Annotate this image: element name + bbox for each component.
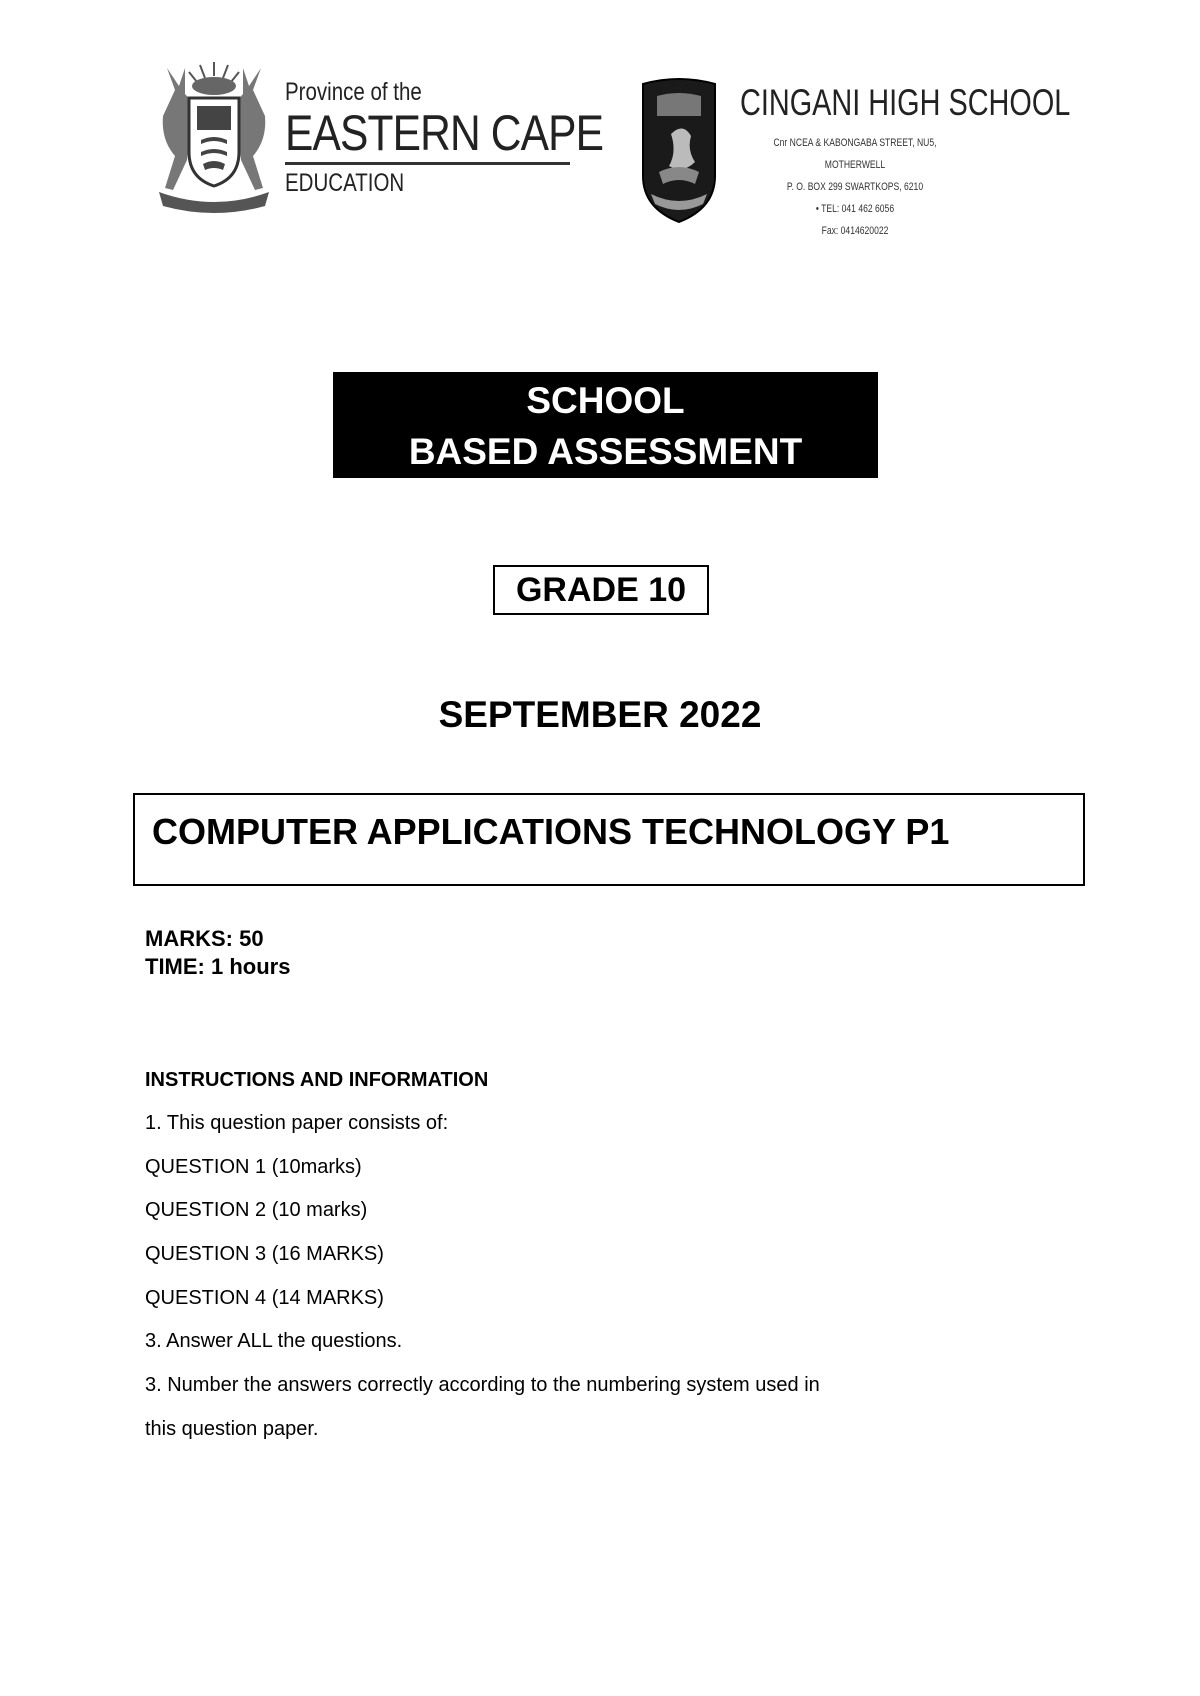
- subject-box: [133, 793, 1085, 886]
- school-name: CINGANI HIGH SCHOOL: [740, 82, 1071, 123]
- provincial-coat-of-arms-icon: [145, 60, 283, 215]
- subject-title: COMPUTER APPLICATIONS TECHNOLOGY P1: [152, 811, 950, 852]
- instruction-line: 3. Number the answers correctly according to the numbering system used in: [145, 1374, 820, 1397]
- logo-divider: [285, 162, 570, 165]
- instruction-line: QUESTION 4 (14 MARKS): [145, 1286, 384, 1309]
- instruction-line: this question paper.: [145, 1417, 319, 1440]
- instruction-line: QUESTION 2 (10 marks): [145, 1199, 368, 1222]
- instruction-line: 1. This question paper consists of:: [145, 1112, 449, 1134]
- exam-date: SEPTEMBER 2022: [438, 694, 762, 735]
- instruction-line: QUESTION 1 (10marks): [145, 1155, 362, 1178]
- marks-label: MARKS: 50: [145, 926, 264, 951]
- grade-box: GRADE 10: [493, 565, 709, 615]
- instructions-heading: INSTRUCTIONS AND INFORMATION: [145, 1069, 489, 1091]
- school-address-line: Cnr NCEA & KABONGABA STREET, NU5, MOTHERWELL: [773, 137, 937, 171]
- instruction-line: 3. Answer ALL the questions.: [145, 1330, 403, 1353]
- school-address-line: P. O. BOX 299 SWARTKOPS, 6210: [786, 181, 924, 193]
- instructions-list: [145, 1110, 1045, 1460]
- sba-line-1: SCHOOL: [526, 380, 685, 421]
- logo-province-line: Province of the: [285, 78, 422, 106]
- cingani-high-school-logo: [740, 82, 1071, 242]
- eastern-cape-education-logo: [285, 78, 659, 197]
- logo-department: EDUCATION: [285, 169, 405, 197]
- school-address-line: Fax: 0414620022: [821, 225, 889, 237]
- logo-province-name: EASTERN CAPE: [285, 105, 604, 161]
- school-shield-badge-icon: [633, 76, 725, 226]
- time-label: TIME: 1 hours: [145, 954, 291, 979]
- sba-line-2: BASED ASSESSMENT: [408, 431, 803, 472]
- sba-banner: [333, 372, 878, 478]
- exam-meta: [145, 925, 290, 981]
- school-address: [765, 132, 944, 242]
- instruction-line: QUESTION 3 (16 MARKS): [145, 1243, 384, 1266]
- school-address-line: • TEL: 041 462 6056: [815, 203, 895, 215]
